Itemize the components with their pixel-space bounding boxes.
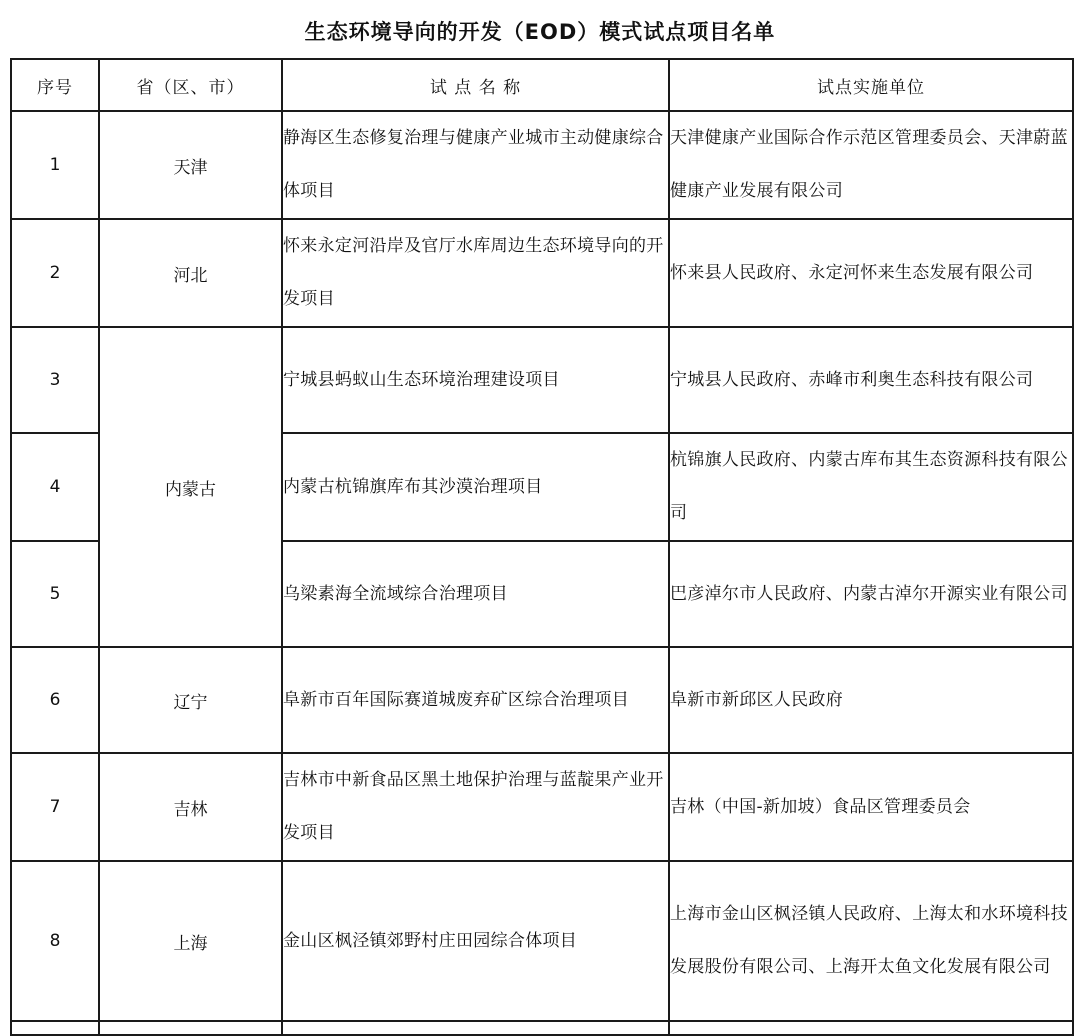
province-cell: 吉林	[99, 753, 282, 861]
pilot-name-cell: 内蒙古杭锦旗库布其沙漠治理项目	[282, 433, 669, 541]
document-title: 生态环境导向的开发（EOD）模式试点项目名单	[304, 20, 776, 44]
table-row	[11, 861, 1073, 1021]
implementing-unit-cell: 怀来县人民政府、永定河怀来生态发展有限公司	[669, 219, 1073, 327]
pilot-project-table	[10, 58, 1074, 1036]
province-cell: 辽宁	[99, 647, 282, 753]
header-implementing-unit: 试点实施单位	[669, 59, 1073, 111]
pilot-name-cell: 怀来永定河沿岸及官厅水库周边生态环境导向的开发项目	[282, 219, 669, 327]
implementing-unit-cell: 宁城县人民政府、赤峰市利奥生态科技有限公司	[669, 327, 1073, 433]
header-province: 省（区、市）	[99, 59, 282, 111]
table-row	[11, 219, 1073, 327]
implementing-unit-cell: 巴彦淖尔市人民政府、内蒙古淖尔开源实业有限公司	[669, 541, 1073, 647]
table-row	[11, 111, 1073, 219]
empty-cell	[99, 1021, 282, 1035]
serial-number-cell: 1	[11, 111, 99, 219]
serial-number-cell: 2	[11, 219, 99, 327]
header-serial-number: 序号	[11, 59, 99, 111]
pilot-name-cell: 乌梁素海全流域综合治理项目	[282, 541, 669, 647]
serial-number-cell: 8	[11, 861, 99, 1021]
serial-number-cell: 6	[11, 647, 99, 753]
implementing-unit-cell: 上海市金山区枫泾镇人民政府、上海太和水环境科技发展股份有限公司、上海开太鱼文化发展有限公司	[669, 861, 1073, 1021]
province-cell: 上海	[99, 861, 282, 1021]
empty-cell	[669, 1021, 1073, 1035]
serial-number-cell: 5	[11, 541, 99, 647]
serial-number-cell: 7	[11, 753, 99, 861]
pilot-name-cell: 静海区生态修复治理与健康产业城市主动健康综合体项目	[282, 111, 669, 219]
implementing-unit-cell: 吉林（中国-新加坡）食品区管理委员会	[669, 753, 1073, 861]
empty-cell	[11, 1021, 99, 1035]
province-cell: 天津	[99, 111, 282, 219]
table-row	[11, 753, 1073, 861]
province-cell-merged: 内蒙古	[99, 327, 282, 647]
serial-number-cell: 4	[11, 433, 99, 541]
implementing-unit-cell: 杭锦旗人民政府、内蒙古库布其生态资源科技有限公司	[669, 433, 1073, 541]
table-row	[11, 647, 1073, 753]
table-header-row	[11, 59, 1073, 111]
table-row-truncated	[11, 1021, 1073, 1035]
implementing-unit-cell: 天津健康产业国际合作示范区管理委员会、天津蔚蓝健康产业发展有限公司	[669, 111, 1073, 219]
serial-number-cell: 3	[11, 327, 99, 433]
pilot-name-cell: 阜新市百年国际赛道城废弃矿区综合治理项目	[282, 647, 669, 753]
pilot-name-cell: 吉林市中新食品区黑土地保护治理与蓝靛果产业开发项目	[282, 753, 669, 861]
province-cell: 河北	[99, 219, 282, 327]
implementing-unit-cell: 阜新市新邱区人民政府	[669, 647, 1073, 753]
empty-cell	[282, 1021, 669, 1035]
header-pilot-name: 试 点 名 称	[282, 59, 669, 111]
table-row	[11, 327, 1073, 433]
pilot-name-cell: 宁城县蚂蚁山生态环境治理建设项目	[282, 327, 669, 433]
pilot-name-cell: 金山区枫泾镇郊野村庄田园综合体项目	[282, 861, 669, 1021]
